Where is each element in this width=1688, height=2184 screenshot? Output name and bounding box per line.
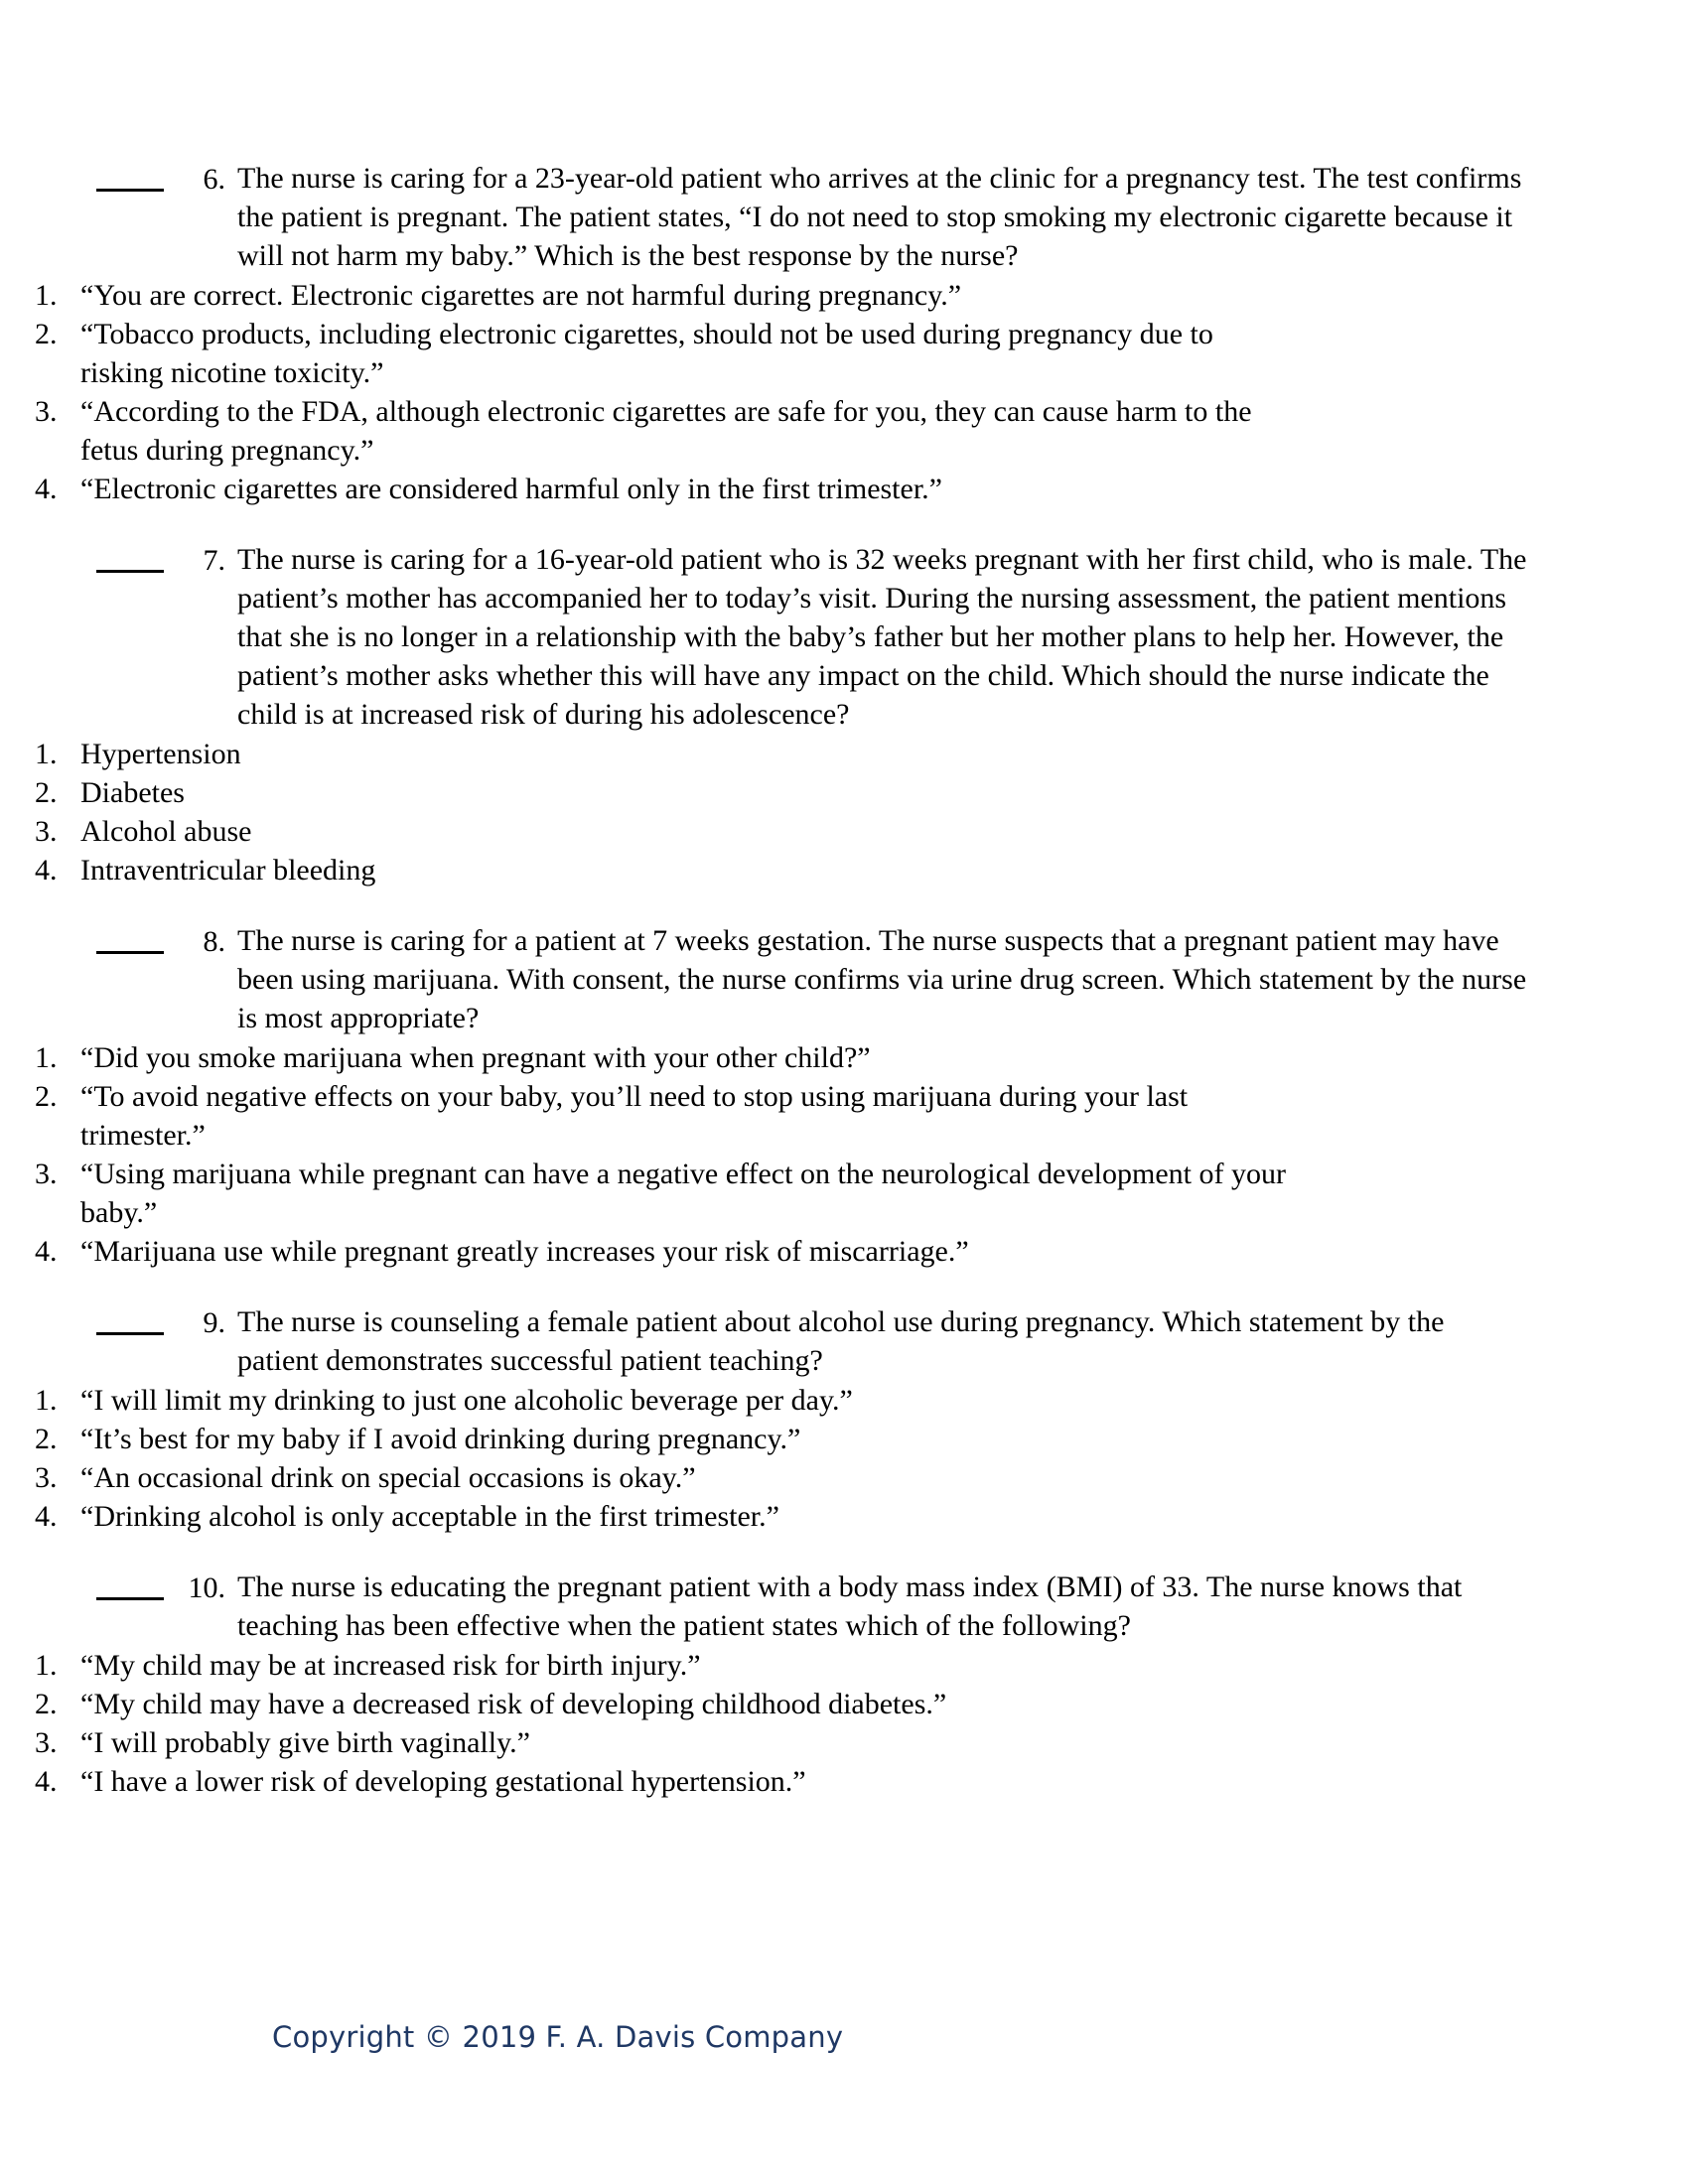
option-text: “I will limit my drinking to just one alcoholic beverage per day.” <box>80 1384 853 1417</box>
question-stem: The nurse is caring for a 23-year-old patient who arrives at the clinic for a pregnancy test. The test confirms the patient is pregnant. The patient states, “I do not need to stop smoking my electronic cigarette because it will not harm my baby.” Which is the best response by the nurse? <box>237 162 1522 272</box>
option-text: “It’s best for my baby if I avoid drinking during pregnancy.” <box>80 1423 801 1455</box>
option-number: 3. <box>35 1726 58 1759</box>
option-row[interactable] <box>0 1723 1688 1762</box>
option-number: 3. <box>35 1158 58 1190</box>
option-number: 3. <box>35 395 58 428</box>
option-text: “You are correct. Electronic cigarettes are not harmful during pregnancy.” <box>80 279 962 312</box>
option-row[interactable] <box>0 1155 1688 1232</box>
option-row[interactable] <box>0 392 1688 470</box>
options-list <box>0 734 1688 889</box>
option-number: 3. <box>35 1461 58 1494</box>
options-list <box>0 275 1688 508</box>
option-number: 1. <box>35 1384 58 1417</box>
options-list <box>0 1037 1688 1271</box>
option-row[interactable] <box>0 1646 1688 1685</box>
option-text: “Using marijuana while pregnant can have a negative effect on the neurological development of your baby.” <box>80 1158 1286 1229</box>
question-stem: The nurse is caring for a patient at 7 weeks gestation. The nurse suspects that a pregnant patient may have been using marijuana. With consent, the nurse confirms via urine drug screen. Which statement by the nurse is most appropriate? <box>237 924 1527 1034</box>
option-row[interactable] <box>0 276 1688 315</box>
answer-blank-line[interactable] <box>96 1332 164 1335</box>
option-row[interactable] <box>0 1381 1688 1420</box>
question-block <box>0 540 1688 889</box>
option-number: 2. <box>35 1688 58 1720</box>
option-number: 4. <box>35 1765 58 1798</box>
option-text: Diabetes <box>80 776 185 809</box>
answer-blank-line[interactable] <box>96 951 164 954</box>
option-text: “Tobacco products, including electronic cigarettes, should not be used during pregnancy due to risking nicotine toxicity.” <box>80 318 1213 389</box>
question-number: 6. <box>203 163 225 196</box>
option-number: 1. <box>35 1649 58 1682</box>
option-row[interactable] <box>0 1685 1688 1723</box>
option-row[interactable] <box>0 1232 1688 1271</box>
option-text: “Electronic cigarettes are considered harmful only in the first trimester.” <box>80 473 942 505</box>
question-stem-row <box>0 159 1688 275</box>
option-text: “Drinking alcohol is only acceptable in the first trimester.” <box>80 1500 779 1533</box>
option-number: 2. <box>35 1423 58 1455</box>
option-text: “Did you smoke marijuana when pregnant with your other child?” <box>80 1041 871 1074</box>
question-number: 9. <box>203 1306 225 1339</box>
option-number: 4. <box>35 1500 58 1533</box>
option-text: Intraventricular bleeding <box>80 854 376 887</box>
option-row[interactable] <box>0 812 1688 851</box>
question-number: 10. <box>188 1571 225 1604</box>
option-row[interactable] <box>0 315 1688 392</box>
option-number: 1. <box>35 279 58 312</box>
question-number: 7. <box>203 544 225 577</box>
question-block <box>0 159 1688 508</box>
questions-container <box>0 159 1688 1833</box>
option-row[interactable] <box>0 773 1688 812</box>
option-text: Alcohol abuse <box>80 815 252 848</box>
question-stem: The nurse is counseling a female patient about alcohol use during pregnancy. Which statement by the patient demonstrates successful patient teaching? <box>237 1305 1445 1377</box>
option-text: “I will probably give birth vaginally.” <box>80 1726 530 1759</box>
option-row[interactable] <box>0 851 1688 889</box>
question-number: 8. <box>203 925 225 958</box>
option-text: “My child may have a decreased risk of developing childhood diabetes.” <box>80 1688 947 1720</box>
options-list <box>0 1380 1688 1536</box>
option-row[interactable] <box>0 1762 1688 1801</box>
option-row[interactable] <box>0 1497 1688 1536</box>
answer-blank-line[interactable] <box>96 189 164 192</box>
option-text: “My child may be at increased risk for birth injury.” <box>80 1649 701 1682</box>
option-number: 1. <box>35 738 58 770</box>
option-text: “To avoid negative effects on your baby, you’ll need to stop using marijuana during your last trimester.” <box>80 1080 1189 1152</box>
option-row[interactable] <box>0 1458 1688 1497</box>
question-stem-row <box>0 921 1688 1037</box>
option-row[interactable] <box>0 735 1688 773</box>
question-stem-row <box>0 1302 1688 1380</box>
option-text: “An occasional drink on special occasions is okay.” <box>80 1461 696 1494</box>
option-text: “Marijuana use while pregnant greatly increases your risk of miscarriage.” <box>80 1235 969 1268</box>
option-row[interactable] <box>0 470 1688 508</box>
option-text: “According to the FDA, although electronic cigarettes are safe for you, they can cause harm to the fetus during pregnancy.” <box>80 395 1252 467</box>
copyright-footer: Copyright © 2019 F. A. Davis Company <box>272 2020 844 2054</box>
option-number: 4. <box>35 854 58 887</box>
answer-blank-line[interactable] <box>96 1597 164 1600</box>
question-stem: The nurse is educating the pregnant patient with a body mass index (BMI) of 33. The nurse knows that teaching has been effective when the patient states which of the following? <box>237 1570 1463 1642</box>
option-number: 1. <box>35 1041 58 1074</box>
option-number: 2. <box>35 776 58 809</box>
question-block <box>0 921 1688 1271</box>
question-stem: The nurse is caring for a 16-year-old patient who is 32 weeks pregnant with her first child, who is male. The patient’s mother has accompanied her to today’s visit. During the nursing assessment, the patient mentions that she is no longer in a relationship with the baby’s father but her mother plans to help her. However, the patient’s mother asks whether this will have any impact on the child. Which should the nurse indicate the child is at increased risk of during his adolescence? <box>237 543 1527 731</box>
option-row[interactable] <box>0 1038 1688 1077</box>
option-number: 4. <box>35 1235 58 1268</box>
option-text: Hypertension <box>80 738 241 770</box>
option-number: 3. <box>35 815 58 848</box>
option-row[interactable] <box>0 1077 1688 1155</box>
answer-blank-line[interactable] <box>96 570 164 573</box>
options-list <box>0 1645 1688 1801</box>
question-stem-row <box>0 540 1688 734</box>
question-block <box>0 1302 1688 1536</box>
option-number: 2. <box>35 1080 58 1113</box>
option-row[interactable] <box>0 1420 1688 1458</box>
question-stem-row <box>0 1568 1688 1645</box>
option-number: 2. <box>35 318 58 350</box>
question-block <box>0 1568 1688 1801</box>
option-text: “I have a lower risk of developing gestational hypertension.” <box>80 1765 806 1798</box>
option-number: 4. <box>35 473 58 505</box>
